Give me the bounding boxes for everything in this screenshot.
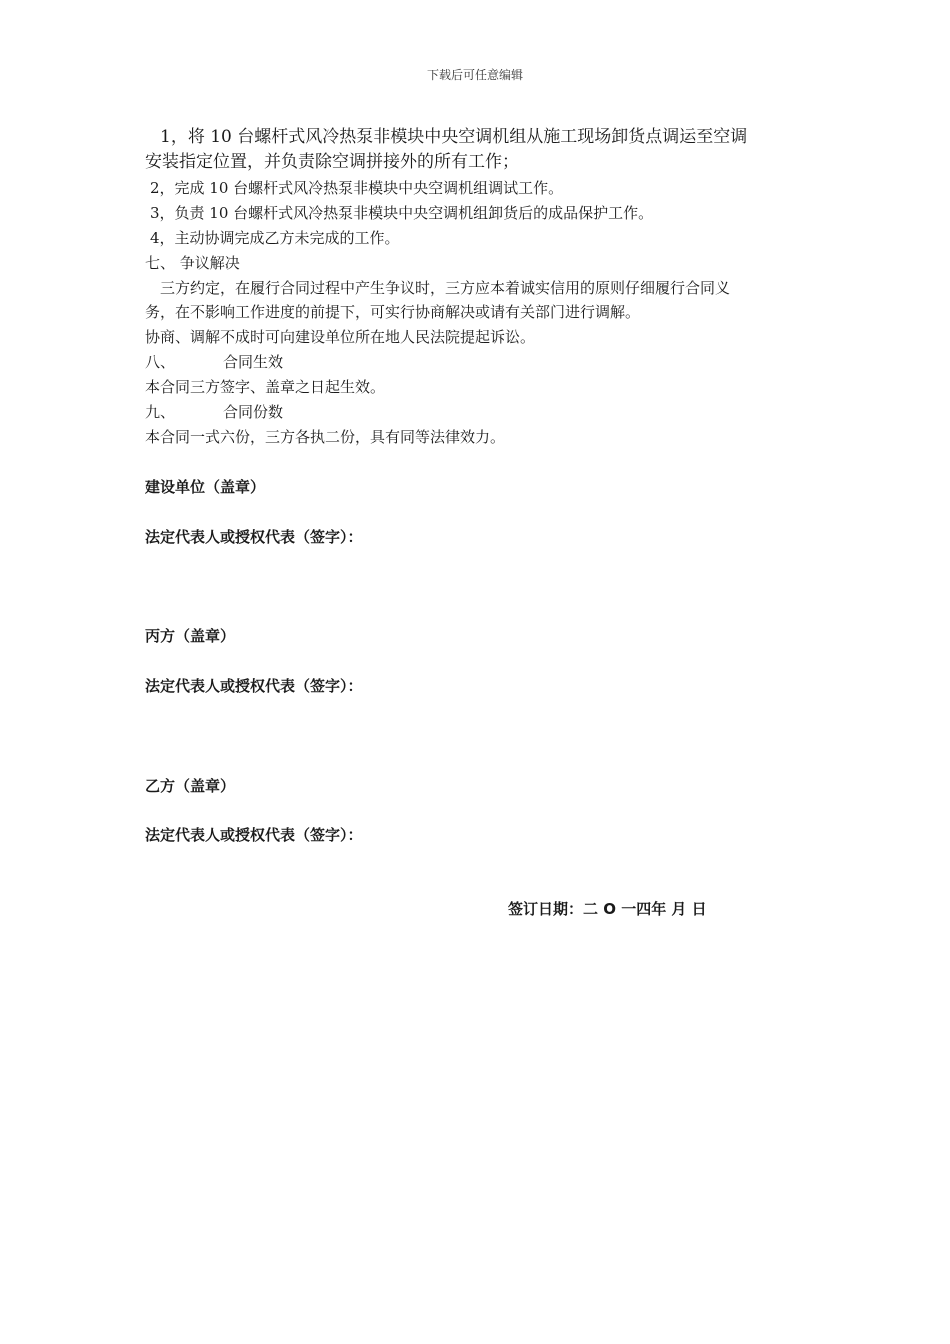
section-7-para-line-2: 务，在不影响工作进度的前提下，可实行协商解决或请有关部门进行调解。 [145,303,641,321]
section-8-heading [145,352,283,372]
section-8-number: 八、 [145,353,176,371]
section-7-title: 七、 争议解决 [145,254,240,272]
signing-date: 签订日期：二 O 一四年 月 日 [508,900,707,918]
signature-rep-1: 法定代表人或授权代表（签字）： [145,528,363,546]
item-4: 4，主动协调完成乙方未完成的工作。 [150,229,400,247]
section-7-para-line-1: 三方约定，在履行合同过程中产生争议时，三方应本着诚实信用的原则仔细履行合同义 [160,279,731,297]
section-9-heading [145,402,283,422]
item-1-line-1: 1，将 10 台螺杆式风冷热泵非模块中央空调机组从施工现场卸货点调运至空调 [160,127,748,147]
signature-rep-2: 法定代表人或授权代表（签字）： [145,677,363,695]
section-8-text: 本合同三方签字、盖章之日起生效。 [145,378,386,396]
section-9-title: 合同份数 [223,403,284,421]
item-2: 2，完成 10 台螺杆式风冷热泵非模块中央空调机组调试工作。 [150,179,564,197]
item-1-line-2: 安装指定位置，并负责除空调拼接外的所有工作； [145,152,519,172]
section-9-text: 本合同一式六份，三方各执二份，具有同等法律效力。 [145,428,506,446]
page-header: 下载后可任意编辑 [426,68,523,82]
section-9-number: 九、 [145,403,176,421]
signature-rep-3: 法定代表人或授权代表（签字）： [145,826,363,844]
section-7-para-line-3: 协商、调解不成时可向建设单位所在地人民法院提起诉讼。 [145,328,536,346]
item-3: 3，负责 10 台螺杆式风冷热泵非模块中央空调机组卸货后的成品保护工作。 [150,204,654,222]
section-8-title: 合同生效 [223,353,284,371]
signature-party-c: 丙方（盖章） [145,627,236,645]
signature-construction-party: 建设单位（盖章） [145,478,266,496]
signature-party-b: 乙方（盖章） [145,777,236,795]
